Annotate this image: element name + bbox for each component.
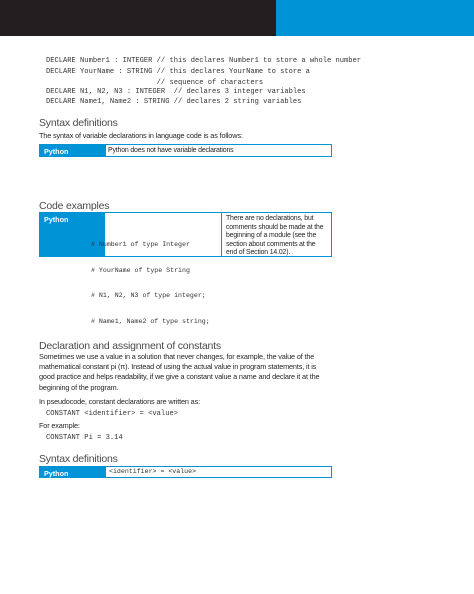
language-label: Python [40,145,105,156]
language-label: Python [40,213,105,256]
code-line: # Number1 of type Integer [91,240,190,248]
code-line: DECLARE N1, N2, N3 : INTEGER // declares 3 integer variables [46,88,306,96]
syntax2-heading: Syntax definitions [39,453,118,465]
examples-table [39,212,332,326]
code-line: DECLARE YourName : STRING // this declares YourName to store a [46,68,310,76]
constants-heading: Declaration and assignment of constants [39,340,221,352]
code-line: # N1, N2, N3 of type integer; [91,292,206,300]
constants-paragraph [39,352,339,393]
code-line: <identifier> = <value> [109,468,197,475]
header-dark-band [0,0,276,36]
pseudo-intro: In pseudocode, constant declarations are written as: [39,397,200,406]
syntax2-table [39,466,332,478]
example-code: CONSTANT Pi = 3.14 [46,434,123,442]
examples-heading: Code examples [39,200,110,212]
code-line: # YourName of type String [91,266,190,274]
paragraph-line: beginning of the program. [39,382,119,392]
paragraph-line: mathematical constant pi (π). Instead of using the actual value in program statements, it is [39,362,317,372]
example-code-cell [88,213,223,326]
note-line: comments should be made at the [226,223,324,231]
code-line: DECLARE Name1, Name2 : STRING // declares 2 string variables [46,98,302,106]
language-label: Python [40,467,105,477]
syntax-cell: Python does not have variable declarations [105,145,331,156]
syntax2-cell [105,467,331,477]
code-line: DECLARE Number1 : INTEGER // this declares Number1 to store a whole number [46,57,362,65]
header-accent-band [276,0,474,36]
note-line: There are no declarations, but [226,215,314,222]
syntax-table [39,144,332,157]
example-note-cell [221,213,331,256]
note-line: end of Section 14.02). [226,249,291,257]
note-line: section about comments at the [226,240,316,248]
syntax-intro: The syntax of variable declarations in language code is as follows: [39,131,243,140]
pseudo-code: CONSTANT <identifier> = <value> [46,410,178,418]
example-intro: For example: [39,421,80,430]
syntax-heading: Syntax definitions [39,117,118,129]
paragraph-line: good practice and helps readability, if we give a constant value a name and declare it at the [39,372,320,382]
note-line: beginning of a module (see the [226,232,317,240]
code-line: # Name1, Name2 of type string; [91,318,210,326]
code-line: // sequence of characters [46,79,264,87]
paragraph-line: Sometimes we use a value in a solution that never changes, for example, the value of the [39,352,315,361]
